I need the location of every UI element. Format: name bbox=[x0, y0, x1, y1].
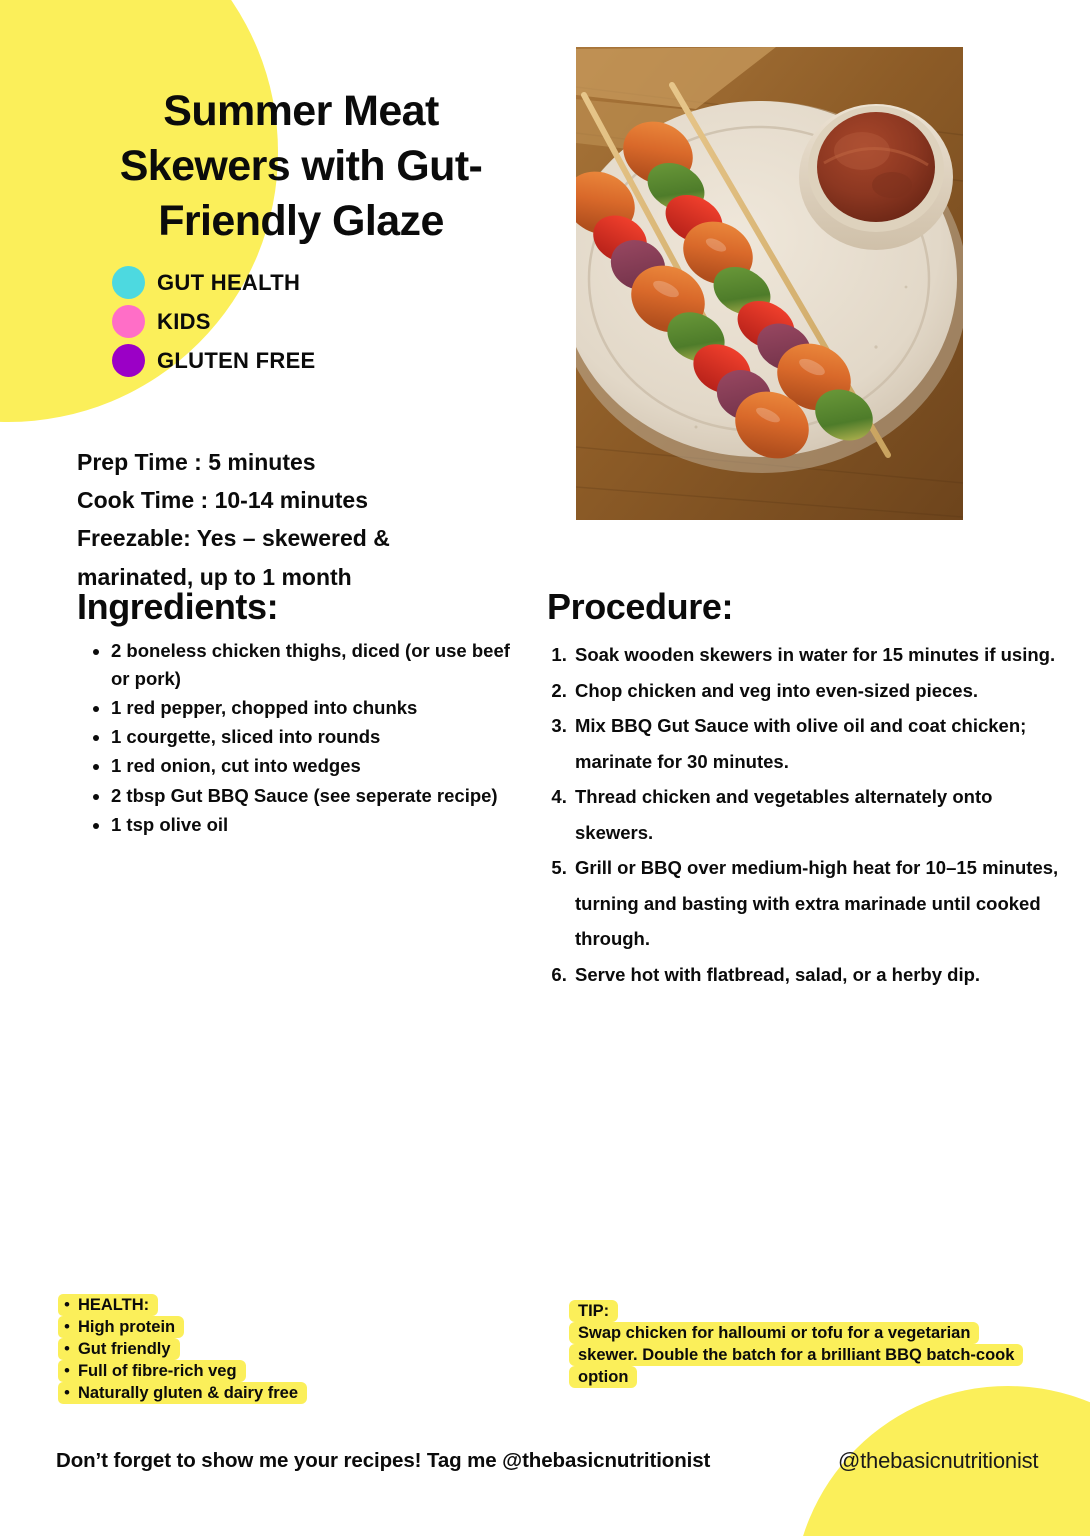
tag-dot-icon bbox=[112, 305, 145, 338]
cook-time: Cook Time : 10-14 minutes bbox=[77, 487, 368, 514]
list-item: 1. Soak wooden skewers in water for 15 minutes if using. bbox=[572, 637, 1067, 673]
tip-note-row bbox=[569, 1300, 1023, 1322]
tip-note-row bbox=[569, 1366, 1023, 1388]
ingredients-heading: Ingredients: bbox=[77, 586, 279, 627]
tip-note-line: TIP: bbox=[569, 1300, 618, 1322]
list-item: 4. Thread chicken and vegetables alternately onto skewers. bbox=[572, 779, 1067, 850]
list-item bbox=[58, 1316, 307, 1338]
tag-label: KIDS bbox=[157, 308, 211, 334]
list-item: • 1 tsp olive oil bbox=[111, 811, 522, 839]
tip-note bbox=[569, 1300, 1023, 1388]
list-item: • 1 courgette, sliced into rounds bbox=[111, 723, 522, 751]
tag-list bbox=[112, 263, 316, 380]
health-note-line: Gut friendly bbox=[74, 1338, 180, 1360]
health-note-line: Naturally gluten & dairy free bbox=[74, 1382, 307, 1404]
tag-label: GLUTEN FREE bbox=[157, 347, 316, 373]
procedure-list bbox=[547, 637, 1067, 992]
list-item: • 1 red onion, cut into wedges bbox=[111, 752, 522, 780]
tag-gluten-free bbox=[112, 341, 316, 380]
list-item: 2. Chop chicken and veg into even-sized pieces. bbox=[572, 673, 1067, 709]
freezable-line-2: marinated, up to 1 month bbox=[77, 563, 352, 590]
health-note-line: High protein bbox=[74, 1316, 184, 1338]
tag-kids bbox=[112, 302, 316, 341]
list-item bbox=[58, 1294, 307, 1316]
list-item: • 2 boneless chicken thighs, diced (or use beef or pork) bbox=[111, 637, 522, 693]
prep-time: Prep Time : 5 minutes bbox=[77, 449, 316, 475]
ingredients-section bbox=[77, 586, 522, 840]
list-item: 6. Serve hot with flatbread, salad, or a herby dip. bbox=[572, 957, 1067, 993]
tip-note-row bbox=[569, 1322, 1023, 1344]
list-item: 5. Grill or BBQ over medium-high heat for 10–15 minutes, turning and basting with extra marinade until cooked through. bbox=[572, 850, 1067, 957]
bullet-icon: • bbox=[58, 1338, 74, 1360]
tag-dot-icon bbox=[112, 266, 145, 299]
tag-label: GUT HEALTH bbox=[157, 269, 301, 295]
skewers-photo-illustration bbox=[576, 47, 963, 520]
list-item bbox=[58, 1360, 307, 1382]
procedure-section bbox=[547, 586, 1067, 992]
health-note-line: HEALTH: bbox=[74, 1294, 158, 1316]
health-note-line: Full of fibre-rich veg bbox=[74, 1360, 246, 1382]
tip-note-line: Swap chicken for halloumi or tofu for a vegetarian bbox=[569, 1322, 979, 1344]
ingredients-list bbox=[77, 637, 522, 839]
bullet-icon: • bbox=[58, 1360, 74, 1382]
list-item bbox=[58, 1382, 307, 1404]
tag-dot-icon bbox=[112, 344, 145, 377]
freezable-line-1: Freezable: Yes – skewered & bbox=[77, 525, 390, 552]
tag-gut-health bbox=[112, 263, 316, 302]
bullet-icon: • bbox=[58, 1294, 74, 1316]
procedure-heading: Procedure: bbox=[547, 586, 734, 627]
list-item bbox=[58, 1338, 307, 1360]
bullet-icon: • bbox=[58, 1382, 74, 1404]
list-item: • 1 red pepper, chopped into chunks bbox=[111, 694, 522, 722]
footer-tagline: Don’t forget to show me your recipes! Tag me @thebasicnutritionist bbox=[56, 1449, 711, 1472]
footer-handle: @thebasicnutritionist bbox=[838, 1448, 1039, 1473]
skewers-photo bbox=[576, 47, 963, 520]
page-title: Summer Meat Skewers with Gut-Friendly Glaze bbox=[119, 87, 483, 246]
title-block bbox=[76, 84, 526, 249]
tip-note-line: skewer. Double the batch for a brilliant BBQ batch-cook bbox=[569, 1344, 1023, 1366]
tip-note-row bbox=[569, 1344, 1023, 1366]
list-item: 3. Mix BBQ Gut Sauce with olive oil and coat chicken; marinate for 30 minutes. bbox=[572, 708, 1067, 779]
tip-note-line: option bbox=[569, 1366, 637, 1388]
recipe-meta bbox=[77, 443, 507, 596]
bullet-icon: • bbox=[58, 1316, 74, 1338]
health-note bbox=[58, 1294, 307, 1404]
list-item: • 2 tbsp Gut BBQ Sauce (see seperate recipe) bbox=[111, 782, 522, 810]
